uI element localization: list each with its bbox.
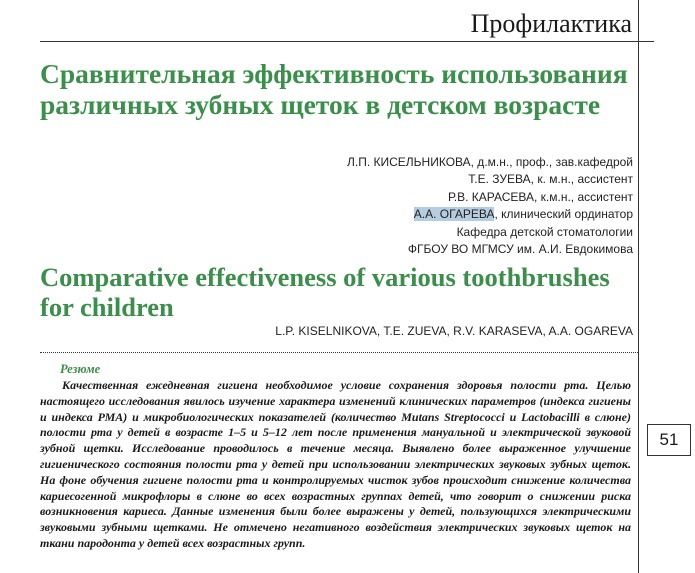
highlighted-author-name[interactable]: А.А. ОГАРЕВА	[413, 207, 495, 222]
abstract-label: Резюме	[60, 362, 101, 376]
highlighted-author-role: , клинический ординатор	[494, 207, 633, 222]
affiliation-line: Кафедра детской стоматологии	[456, 224, 633, 239]
article-title-en: Comparative effectiveness of various toothbrushes for children	[40, 262, 610, 322]
authors-ru-block	[347, 154, 633, 258]
author-line: Т.Е. ЗУЕВА, к. м.н., ассистент	[468, 172, 633, 187]
abstract-text: Качественная ежедневная гигиена необходимое условие сохранения здоровья полости рта. Целью настоящего исследования явилось изучение характера изменений клинических параметров (индекса гигиены и индекса РМА) и микробиологических показателей (количество Mutans Streptococci и Lactobacilli в слюне) полости рта у детей в возрасте 1–5 и 5–12 лет после применения мануальной и электрической звуковой зубной щетки. Исследование проводилось в течение месяца. Выявлено более выраженное улучшение гигиенического состояния полости рта у детей при использовании электрических звуковых зубных щеток. На фоне обучения гигиене полости рта и контролируемых чисток зубов происходит снижение количества кариесогенной микрофлоры в слюне во всех возрастных группах детей, что говорит о снижении риска возникновения кариеса. Данные изменения были более выражены у детей, пользующихся электрическими звуковыми зубными щетками. Не отмечено негативного воздействия электрических звуковых щеток на ткани пародонта у детей всех возрастных групп.	[40, 378, 631, 550]
abstract-divider	[40, 352, 638, 353]
header-rule	[40, 41, 638, 42]
authors-en: L.P. KISELNIKOVA, T.E. ZUEVA, R.V. KARASEVA, A.A. OGAREVA	[275, 324, 633, 338]
author-line-highlighted	[347, 206, 633, 223]
affiliation-line: ФГБОУ ВО МГМСУ им. А.И. Евдокимова	[407, 242, 633, 257]
author-line: Р.В. КАРАСЕВА, к.м.н., ассистент	[448, 189, 633, 204]
section-title: Профилактика	[470, 9, 632, 38]
margin-rule	[638, 0, 639, 573]
header-tick-rule	[638, 41, 654, 42]
article-title-ru: Сравнительная эффективность использования различных зубных щеток в детском возрасте	[40, 58, 628, 120]
page-number: 51	[647, 424, 691, 456]
author-line: Л.П. КИСЕЛЬНИКОВА, д.м.н., проф., зав.кафедрой	[347, 155, 633, 169]
